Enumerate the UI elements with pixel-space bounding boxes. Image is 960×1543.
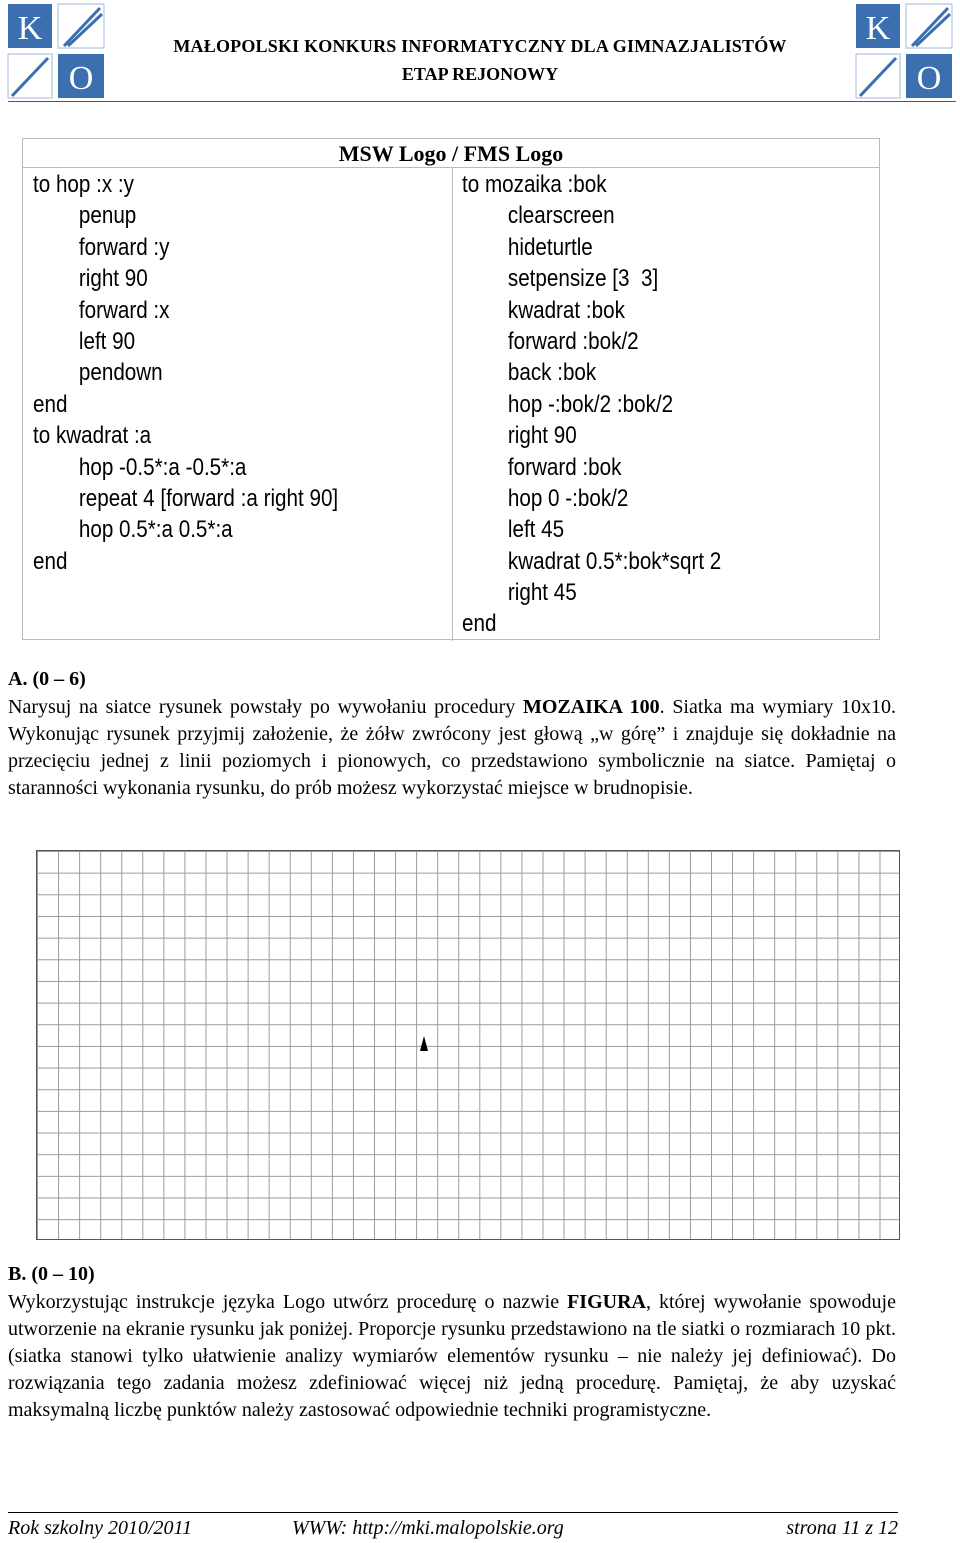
- right-code-line: hideturtle: [462, 233, 593, 261]
- right-code-line: forward :bok: [462, 453, 622, 481]
- drawing-grid[interactable]: [36, 850, 900, 1240]
- procedure-name-figura: FIGURA: [567, 1291, 646, 1313]
- right-code-line: left 45: [462, 516, 565, 544]
- left-code-line: to kwadrat :a: [33, 422, 152, 450]
- right-code-line: to mozaika :bok: [462, 171, 607, 198]
- svg-text:O: O: [68, 60, 94, 97]
- page-header: [110, 36, 850, 85]
- svg-text:O: O: [916, 60, 942, 97]
- website-link[interactable]: WWW: http://mki.malopolskie.org: [292, 1517, 564, 1539]
- left-code-line: to hop :x :y: [33, 171, 134, 198]
- left-code-line: end: [33, 547, 68, 575]
- right-code-line: kwadrat :bok: [462, 296, 625, 324]
- right-code-line: hop -:bok/2 :bok/2: [462, 390, 674, 418]
- svg-text:K: K: [865, 10, 891, 47]
- section-a-text-part2: . Siatka ma wymiary 10x10. Wykonując rysunek przyjmij założenie, że żółw zwrócony jest głową „w górę” i znajduje się dokładnie na przecięciu jednej z linii poziomych i pionowych, co przedstawiono symbolicznie na siatce. Pamiętaj o staranności wykonania rysunku, do prób możesz wykorzystać miejsce w brudnopisie.: [8, 696, 896, 799]
- section-b-points: (0 – 10): [31, 1263, 95, 1285]
- contest-title: MAŁOPOLSKI KONKURS INFORMATYCZNY DLA GIMNAZJALISTÓW: [173, 36, 787, 56]
- left-code-line: hop -0.5*:a -0.5*:a: [33, 453, 247, 481]
- konkurs-logo-left: [6, 2, 106, 100]
- right-code-line: end: [462, 610, 497, 638]
- right-code-line: kwadrat 0.5*:bok*sqrt 2: [462, 547, 722, 575]
- section-b-text: [8, 1289, 896, 1424]
- footer-divider: [8, 1512, 898, 1513]
- left-code-line: pendown: [33, 359, 163, 387]
- code-left-column: [33, 169, 338, 577]
- right-code-line: back :bok: [462, 359, 597, 387]
- right-code-line: clearscreen: [462, 202, 615, 230]
- right-code-line: setpensize [3 3]: [462, 265, 659, 293]
- section-b-label: B.: [8, 1263, 27, 1285]
- code-table: [22, 138, 880, 640]
- left-code-line: repeat 4 [forward :a right 90]: [33, 484, 339, 512]
- code-column-divider: [452, 167, 453, 641]
- contest-stage: ETAP REJONOWY: [401, 64, 559, 84]
- section-a-points: (0 – 6): [32, 668, 86, 690]
- page-number: strona 11 z 12: [786, 1517, 898, 1539]
- right-code-line: right 90: [462, 422, 577, 450]
- code-table-title: MSW Logo / FMS Logo: [23, 139, 879, 168]
- left-code-line: end: [33, 390, 68, 418]
- section-a-text: [8, 694, 896, 802]
- left-code-line: forward :x: [33, 296, 170, 324]
- left-code-line: left 90: [33, 327, 136, 355]
- header-divider: [8, 101, 956, 102]
- section-b-heading: [8, 1263, 95, 1286]
- left-code-line: hop 0.5*:a 0.5*:a: [33, 516, 233, 544]
- right-code-line: forward :bok/2: [462, 327, 639, 355]
- code-right-column: [462, 169, 721, 640]
- section-a-text-part1: Narysuj na siatce rysunek powstały po wywołaniu procedury: [8, 696, 523, 718]
- right-code-line: right 45: [462, 579, 577, 607]
- section-a-label: A.: [8, 668, 28, 690]
- procedure-name-mozaika: MOZAIKA 100: [522, 696, 660, 718]
- section-b-text-part1: Wykorzystując instrukcje języka Logo utwórz procedurę o nazwie: [8, 1291, 568, 1313]
- school-year: Rok szkolny 2010/2011: [8, 1517, 193, 1539]
- svg-text:K: K: [17, 10, 43, 47]
- left-code-line: penup: [33, 202, 137, 230]
- section-a-heading: [8, 668, 86, 691]
- left-code-line: right 90: [33, 265, 148, 293]
- left-code-line: forward :y: [33, 233, 170, 261]
- konkurs-logo-right: [854, 2, 954, 100]
- section-b-text-part2: , której wywołanie spowoduje utworzenie na ekranie rysunku jak poniżej. Proporcje rysunku przedstawiono na tle siatki o rozmiarach 10 pkt. (siatka stanowi tylko ułatwienie analizy wymiarów elementów rysunku – nie należy jej definiować). Do rozwiązania tego zadania możesz zdefiniować więcej niż jedną procedurę. Pamiętaj, że aby uzyskać maksymalną liczbę punktów należy zastosować odpowiednie techniki programistyczne.: [8, 1291, 896, 1421]
- turtle-icon: [420, 1036, 428, 1051]
- right-code-line: hop 0 -:bok/2: [462, 484, 629, 512]
